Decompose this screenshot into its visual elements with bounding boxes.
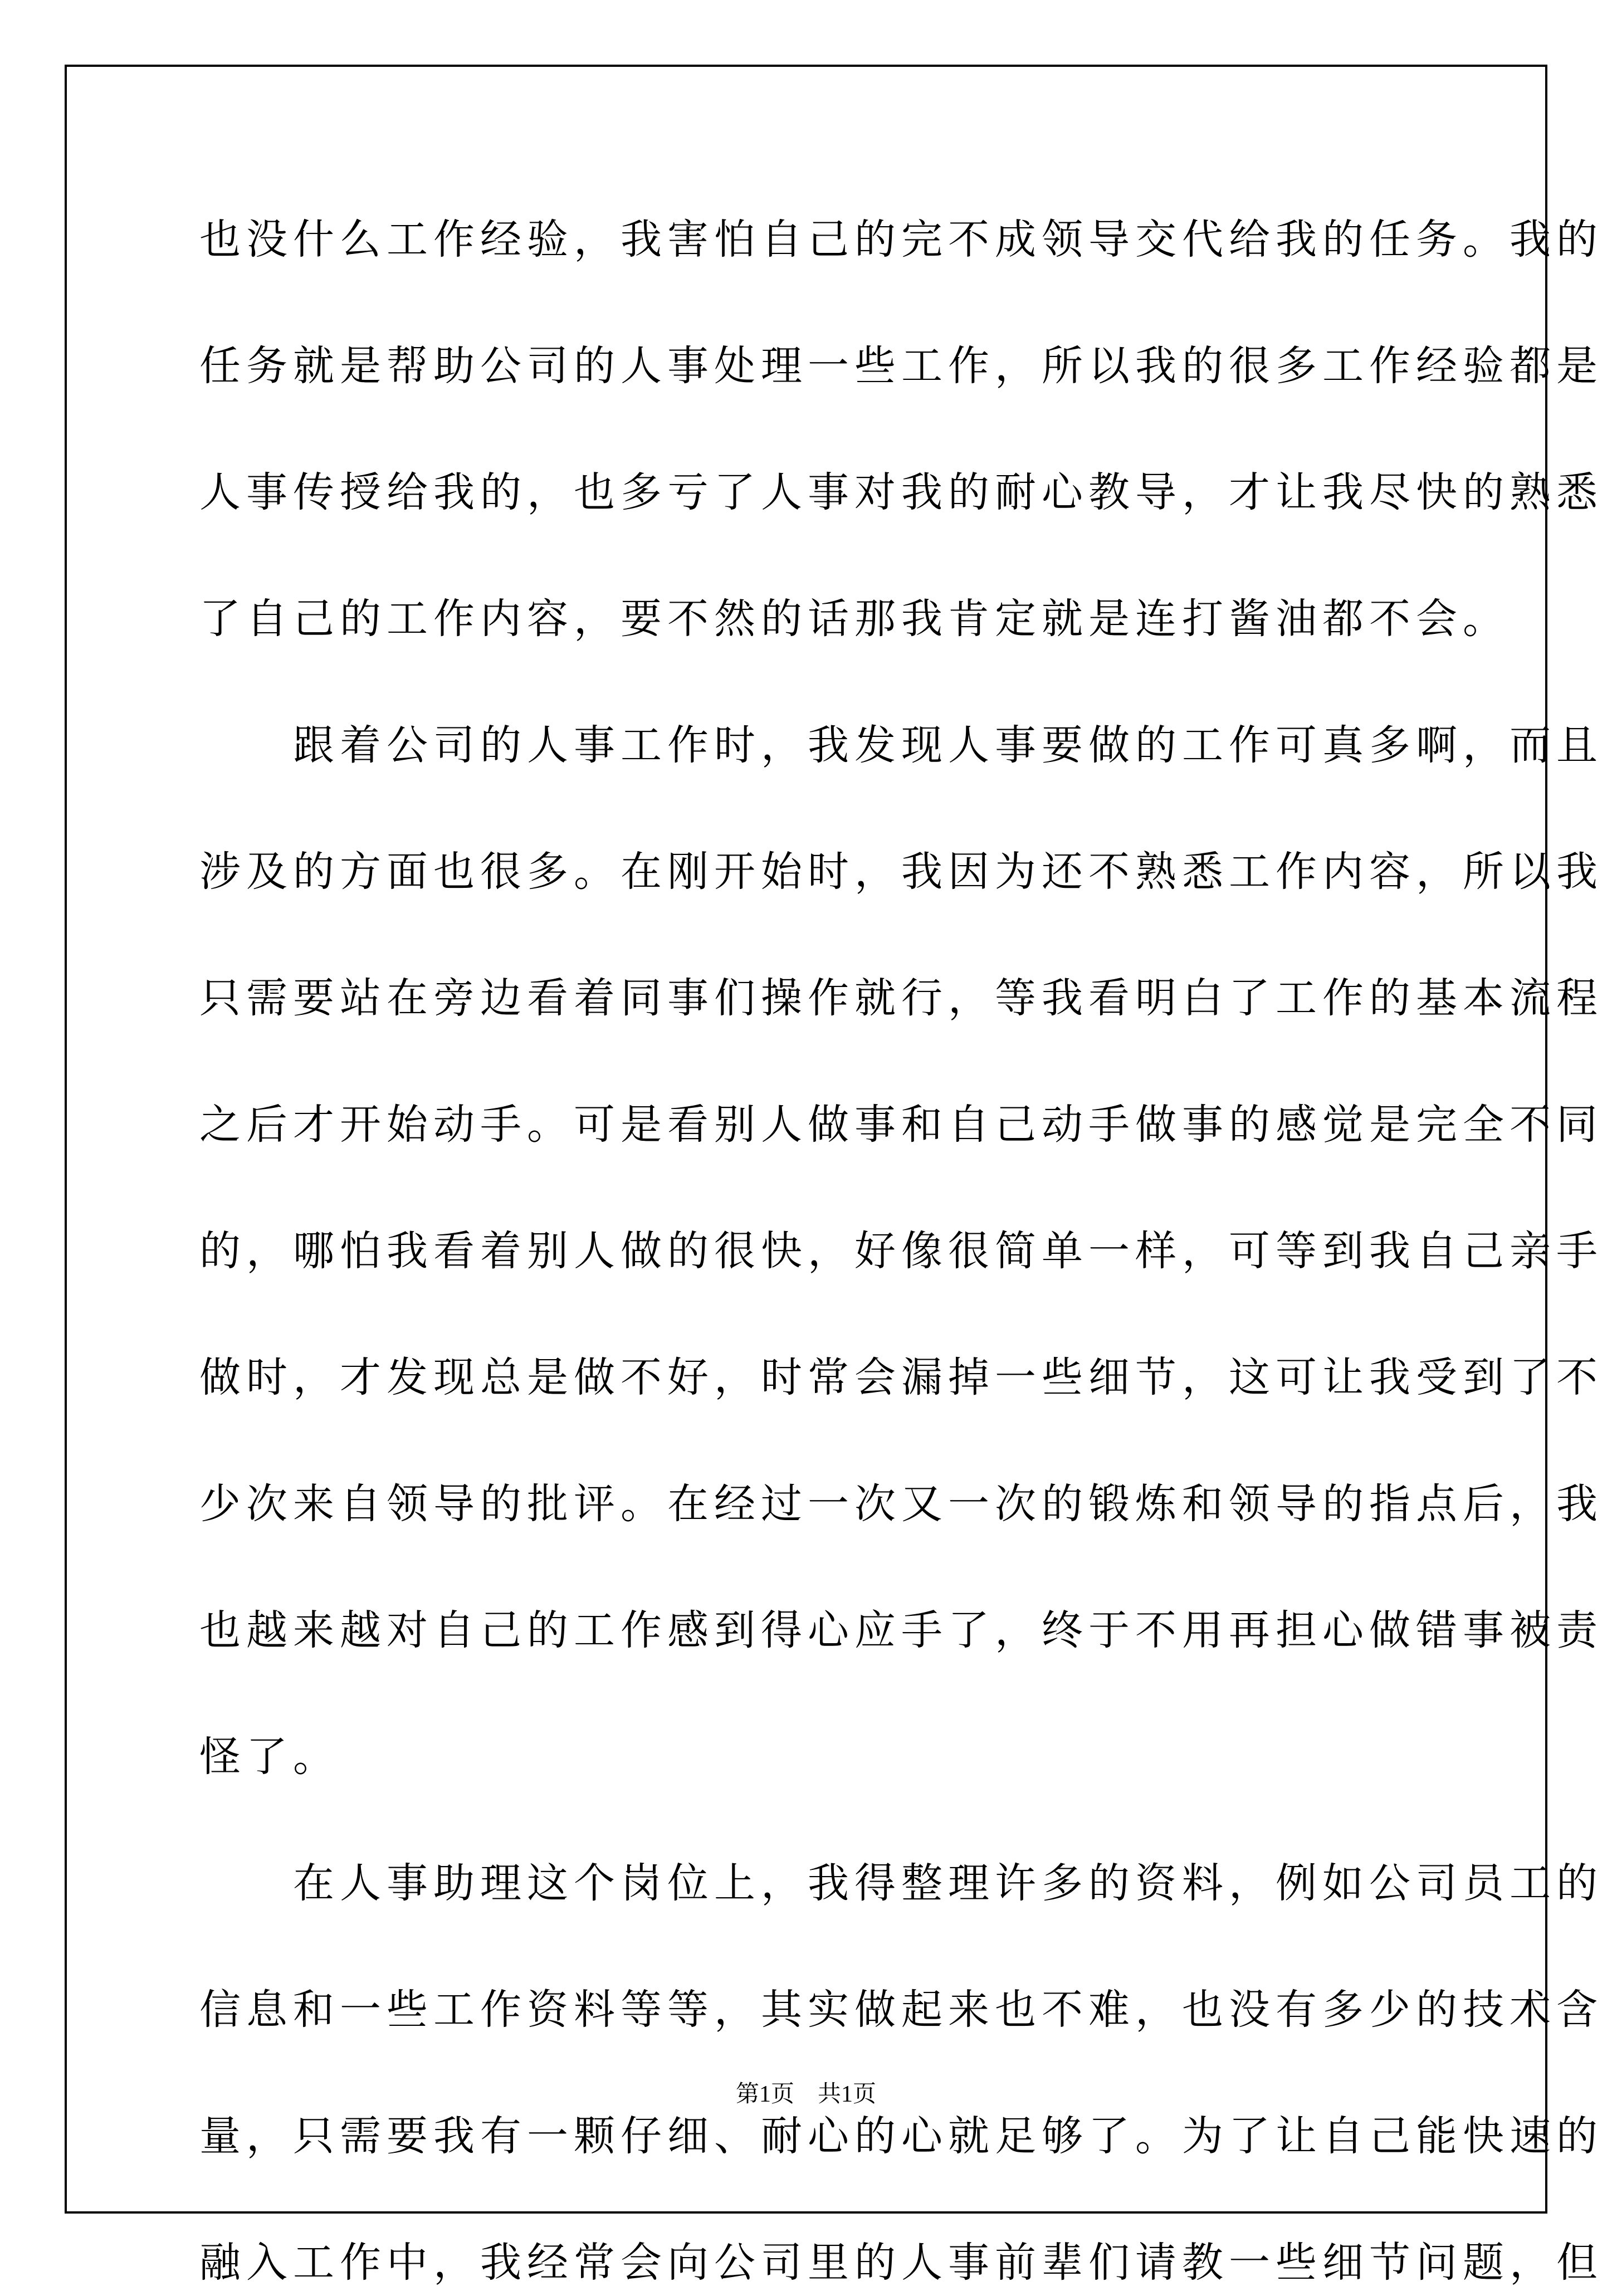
text-line: 之后才开始动手。可是看别人做事和自己动手做事的感觉是完全不同 xyxy=(199,1101,1603,1149)
text-line: 了自己的工作内容，要不然的话那我肯定就是连打酱油都不会。 xyxy=(199,595,1510,643)
text-line: 涉及的方面也很多。在刚开始时，我因为还不熟悉工作内容，所以我 xyxy=(199,848,1603,896)
page-footer xyxy=(0,2078,1612,2111)
text-line: 怪了。 xyxy=(199,1733,340,1781)
text-line: 的，哪怕我看着别人做的很快，好像很简单一样，可等到我自己亲手 xyxy=(199,1227,1603,1275)
text-line: 人事传授给我的，也多亏了人事对我的耐心教导，才让我尽快的熟悉 xyxy=(199,468,1603,516)
text-line: 只需要站在旁边看着同事们操作就行，等我看明白了工作的基本流程 xyxy=(199,974,1603,1022)
text-line: 做时，才发现总是做不好，时常会漏掉一些细节，这可让我受到了不 xyxy=(199,1354,1603,1401)
page-number: 第1页 共1页 xyxy=(735,2082,876,2107)
text-line: 任务就是帮助公司的人事处理一些工作，所以我的很多工作经验都是 xyxy=(199,342,1603,390)
text-line: 少次来自领导的批评。在经过一次又一次的锻炼和领导的指点后，我 xyxy=(199,1480,1603,1528)
text-line: 也没什么工作经验，我害怕自己的完不成领导交代给我的任务。我的 xyxy=(199,216,1603,263)
text-line: 在人事助理这个岗位上，我得整理许多的资料，例如公司员工的 xyxy=(199,1859,1603,1907)
text-line: 量，只需要我有一颗仔细、耐心的心就足够了。为了让自己能快速的 xyxy=(199,2112,1603,2160)
text-line: 融入工作中，我经常会向公司里的人事前辈们请教一些细节问题，但 xyxy=(199,2239,1603,2287)
text-line: 也越来越对自己的工作感到得心应手了，终于不用再担心做错事被责 xyxy=(199,1606,1603,1654)
text-line: 跟着公司的人事工作时，我发现人事要做的工作可真多啊，而且 xyxy=(199,721,1603,769)
text-line: 信息和一些工作资料等等，其实做起来也不难，也没有多少的技术含 xyxy=(199,1986,1603,2034)
